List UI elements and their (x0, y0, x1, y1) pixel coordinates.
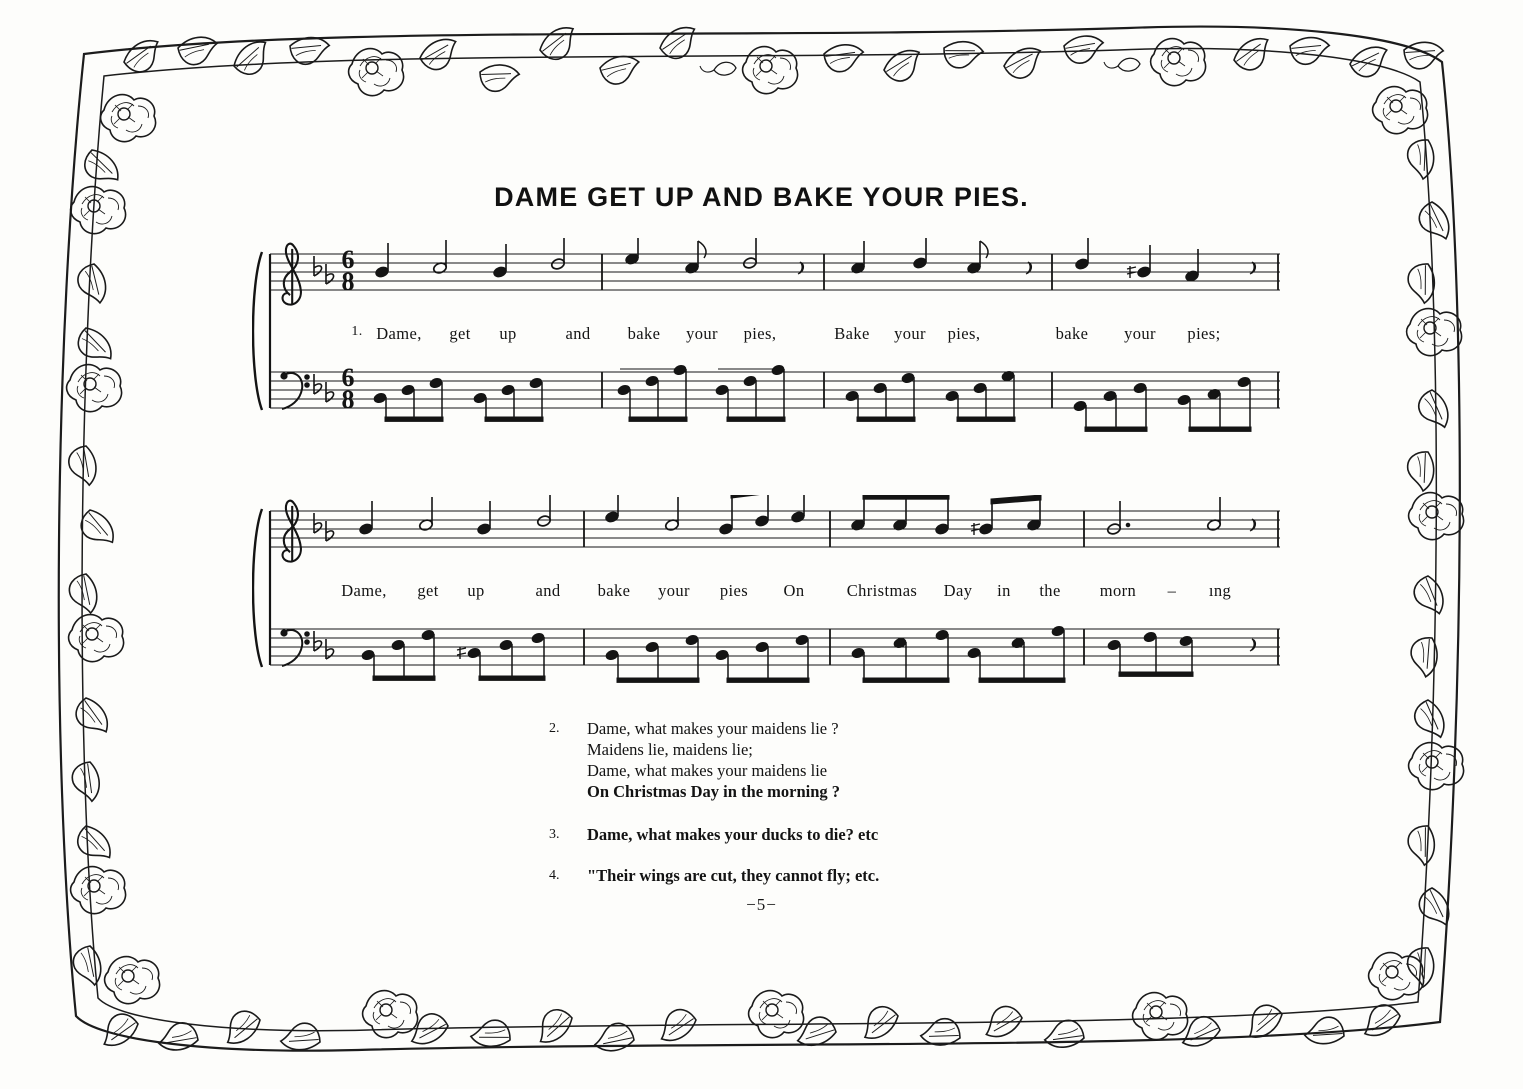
svg-text:8: 8 (341, 385, 355, 414)
lyric-verse-number: 1. (351, 324, 363, 339)
lyric-word: Day (943, 581, 973, 600)
lyric-word: pies; (1187, 324, 1221, 343)
verse-4 (549, 865, 1169, 886)
lyric-word: On (783, 581, 805, 600)
lyric-word: pies, (743, 324, 777, 343)
verse-line: Maidens lie, maidens lie; (587, 740, 753, 759)
lyric-word: bake (597, 581, 631, 600)
lyric-word: get (449, 324, 471, 343)
svg-text:8: 8 (341, 267, 355, 296)
lyric-word: in (997, 581, 1011, 600)
verse-number: 2. (549, 721, 560, 736)
verse-3 (549, 824, 1169, 845)
lyric-word: up (499, 324, 517, 343)
verse-line: Dame, what makes your ducks to die? etc (587, 825, 879, 844)
verse-line: Dame, what makes your maidens lie (587, 761, 828, 780)
verse-line: Dame, what makes your maidens lie ? (587, 719, 839, 738)
verse-line: "Their wings are cut, they cannot fly; etc. (587, 866, 880, 885)
verse-number: 4. (549, 868, 560, 883)
lyric-word: your (658, 581, 690, 600)
lyric-word: Bake (834, 324, 870, 343)
page-number: −5− (746, 895, 777, 914)
lyric-word: Dame, (341, 581, 387, 600)
lyric-word: your (894, 324, 926, 343)
music-system-1 (252, 238, 1292, 438)
lyric-word: your (686, 324, 718, 343)
lyric-word: bake (627, 324, 661, 343)
lyric-word: and (565, 324, 591, 343)
lyric-word: pies, (947, 324, 981, 343)
lyric-word: morn (1099, 581, 1137, 600)
lyric-word: your (1124, 324, 1156, 343)
lyric-syllable-hyphen: – (1167, 581, 1177, 600)
music-system-2 (252, 495, 1292, 695)
verse-list (549, 718, 1169, 903)
lyric-word: bake (1055, 324, 1089, 343)
lyric-word: Christmas (846, 581, 918, 600)
verse-2 (549, 718, 1169, 802)
verse-number: 3. (549, 827, 560, 842)
lyric-word: Dame, (376, 324, 422, 343)
lyric-word: pies (719, 581, 749, 600)
lyric-word: and (535, 581, 561, 600)
svg-text:6: 6 (341, 363, 355, 392)
lyric-word: get (417, 581, 439, 600)
lyric-word: ıng (1208, 581, 1232, 600)
lyric-word: the (1039, 581, 1061, 600)
lyric-word: up (467, 581, 485, 600)
verse-line: On Christmas Day in the morning ? (587, 782, 841, 801)
page-title: DAME GET UP AND BAKE YOUR PIES. (494, 182, 1029, 212)
svg-text:6: 6 (341, 245, 355, 274)
